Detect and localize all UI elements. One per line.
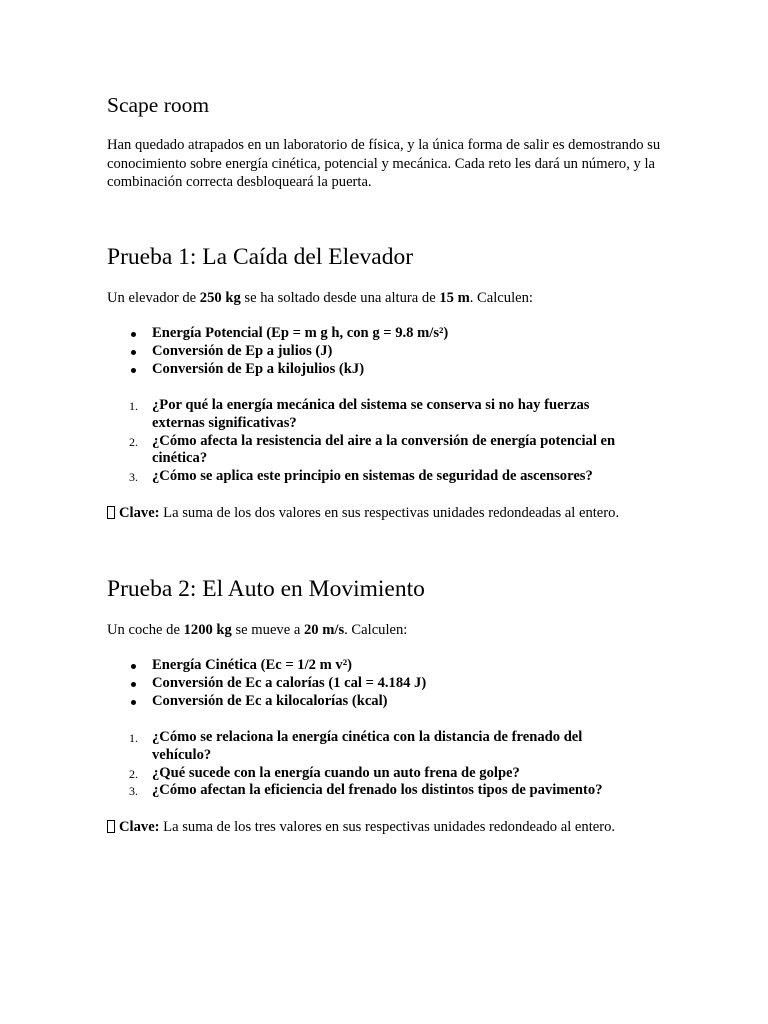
key-icon — [107, 506, 115, 519]
bullet-icon — [131, 682, 136, 687]
lead-height: 15 m — [439, 290, 470, 306]
list-number: 1. — [129, 399, 138, 413]
question-text: ¿Cómo afecta la resistencia del aire a la conversión de energía potencial en cinética? — [152, 432, 616, 467]
list-item — [107, 693, 426, 711]
list-item — [107, 343, 448, 361]
list-item — [107, 325, 448, 343]
section-lead-1 — [107, 289, 533, 307]
calc-list-2 — [107, 657, 426, 710]
list-item-text: Energía Cinética (Ec = 1/2 m v²) — [152, 657, 352, 673]
list-item-text: Conversión de Ec a calorías (1 cal = 4.184 J) — [152, 674, 427, 691]
question-text: ¿Cómo se aplica este principio en sistemas de seguridad de ascensores? — [152, 468, 593, 485]
lead-text: . Calculen: — [469, 290, 533, 306]
lead-mass: 250 kg — [199, 290, 241, 306]
list-item — [107, 729, 627, 765]
list-item — [107, 765, 627, 783]
question-text: ¿Por qué la energía mecánica del sistema se conserva si no hay fuerzas externas significativas? — [152, 397, 590, 431]
list-item-text: Energía Potencial (Ep = m g h, con g = 9.8 m/s²) — [152, 325, 449, 341]
key-note-2 — [107, 818, 615, 836]
lead-text: . Calculen: — [344, 622, 408, 638]
list-item — [107, 782, 627, 800]
list-item — [107, 361, 448, 379]
list-item — [107, 657, 426, 675]
lead-text: se ha soltado desde una altura de — [240, 290, 440, 306]
lead-mass: 1200 kg — [183, 622, 232, 638]
list-item-text: Conversión de Ep a julios (J) — [152, 342, 333, 359]
list-number: 1. — [129, 731, 138, 745]
key-label: Clave: — [119, 819, 160, 835]
bullet-icon — [131, 700, 136, 705]
list-number: 3. — [129, 470, 138, 485]
lead-text: se mueve a — [231, 622, 304, 638]
lead-text: Un coche de — [107, 622, 184, 638]
list-item-text: Conversión de Ec a kilocalorías (kcal) — [152, 692, 388, 709]
key-icon — [107, 820, 115, 833]
section-heading-2: Prueba 2: El Auto en Movimiento — [107, 576, 425, 602]
list-number: 2. — [129, 434, 138, 449]
key-label: Clave: — [119, 505, 160, 521]
list-item — [107, 675, 426, 693]
list-number: 2. — [129, 766, 138, 781]
question-list-1 — [107, 397, 627, 486]
lead-speed: 20 m/s — [303, 622, 345, 638]
lead-text: Un elevador de — [107, 290, 200, 306]
document-title: Scape room — [107, 93, 210, 117]
question-text: ¿Cómo afectan la eficiencia del frenado los distintos tipos de pavimento? — [152, 782, 603, 799]
section-heading-1: Prueba 1: La Caída del Elevador — [107, 244, 414, 270]
bullet-icon — [131, 350, 136, 355]
list-number: 3. — [129, 784, 138, 799]
list-item — [107, 433, 627, 469]
key-text: La suma de los dos valores en sus respectivas unidades redondeadas al entero. — [159, 505, 620, 521]
key-text: La suma de los tres valores en sus respectivas unidades redondeado al entero. — [159, 819, 616, 835]
bullet-icon — [131, 332, 136, 337]
section-lead-2 — [107, 621, 407, 639]
question-text: ¿Qué sucede con la energía cuando un auto frena de golpe? — [152, 764, 520, 781]
key-note-1 — [107, 504, 619, 522]
list-item — [107, 397, 627, 433]
intro-paragraph: Han quedado atrapados en un laboratorio de física, y la única forma de salir es demostrando su conocimiento sobre energía cinética, potencial y mecánica. Cada reto les dará un número, y la combinación correcta desbloqueará la puerta. — [107, 137, 661, 190]
bullet-icon — [131, 368, 136, 373]
list-item — [107, 468, 627, 486]
question-list-2 — [107, 729, 627, 800]
question-text: ¿Cómo se relaciona la energía cinética con la distancia de frenado del vehículo? — [152, 729, 583, 763]
bullet-icon — [131, 664, 136, 669]
calc-list-1 — [107, 325, 448, 378]
list-item-text: Conversión de Ep a kilojulios (kJ) — [152, 360, 365, 377]
